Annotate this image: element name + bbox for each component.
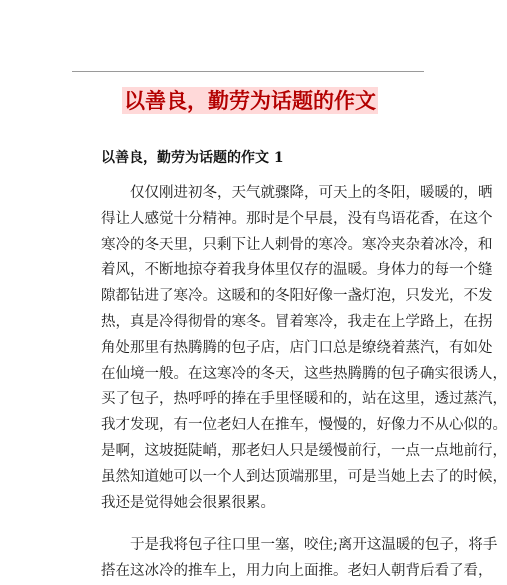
paragraph-line: 隙都钻进了寒冷。这暖和的冬阳好像一盏灯泡，只发光，不发 xyxy=(101,288,493,305)
paragraph-line: 我还是觉得她会很累很累。 xyxy=(101,494,275,511)
page-title-text: 以善良，勤劳为话题的作文 xyxy=(124,88,376,113)
essay-paragraph-2 xyxy=(101,533,498,585)
paragraph-line: 仅仅刚进初冬，天气就骤降，可天上的冬阳，暖暖的，晒 xyxy=(101,185,493,201)
paragraph-line: 热，真是冷得彻骨的寒冬。冒着寒冷，我走在上学路上，在拐 xyxy=(101,313,493,330)
paragraph-line: 着风，不断地掠夺着我身体里仅存的温暖。身体力的每一个缝 xyxy=(101,262,493,279)
essay-subheading: 以善良，勤劳为话题的作文 1 xyxy=(101,150,284,166)
essay-paragraph-1 xyxy=(101,181,507,516)
paragraph-line: 搭在这冰冷的推车上，用力向上面推。老妇人朝背后看了看， xyxy=(101,562,493,579)
header-rule xyxy=(72,71,424,72)
paragraph-line: 寒冷的冬天里，只剩下让人剌骨的寒冷。寒冷夹杂着冰冷，和 xyxy=(101,236,493,253)
paragraph-line: 是啊，这坡挺陡峭，那老妇人只是缓慢前行，一点一点地前行， xyxy=(101,442,507,459)
paragraph-line: 得让人感觉十分精神。那时是个早晨，没有鸟语花香，在这个 xyxy=(101,210,493,227)
paragraph-line: 在仙境一般。在这寒冷的冬天，这些热腾腾的包子确实很诱人， xyxy=(101,365,507,382)
paragraph-line: 我才发现，有一位老妇人在推车，慢慢的，好像力不从心似的。 xyxy=(101,417,507,434)
page-title xyxy=(0,87,500,115)
paragraph-line: 虽然知道她可以一个人到达顶端那里，可是当她上去了的时候， xyxy=(101,468,507,485)
paragraph-line: 买了包子，热呼呼的捧在手里怪暖和的，站在这里，透过蒸汽， xyxy=(101,391,507,408)
paragraph-line: 角处那里有热腾腾的包子店，店门口总是缭绕着蒸汽，有如处 xyxy=(101,339,493,356)
paragraph-line: 于是我将包子往口里一塞，咬住;离开这温暖的包子，将手 xyxy=(101,537,498,553)
